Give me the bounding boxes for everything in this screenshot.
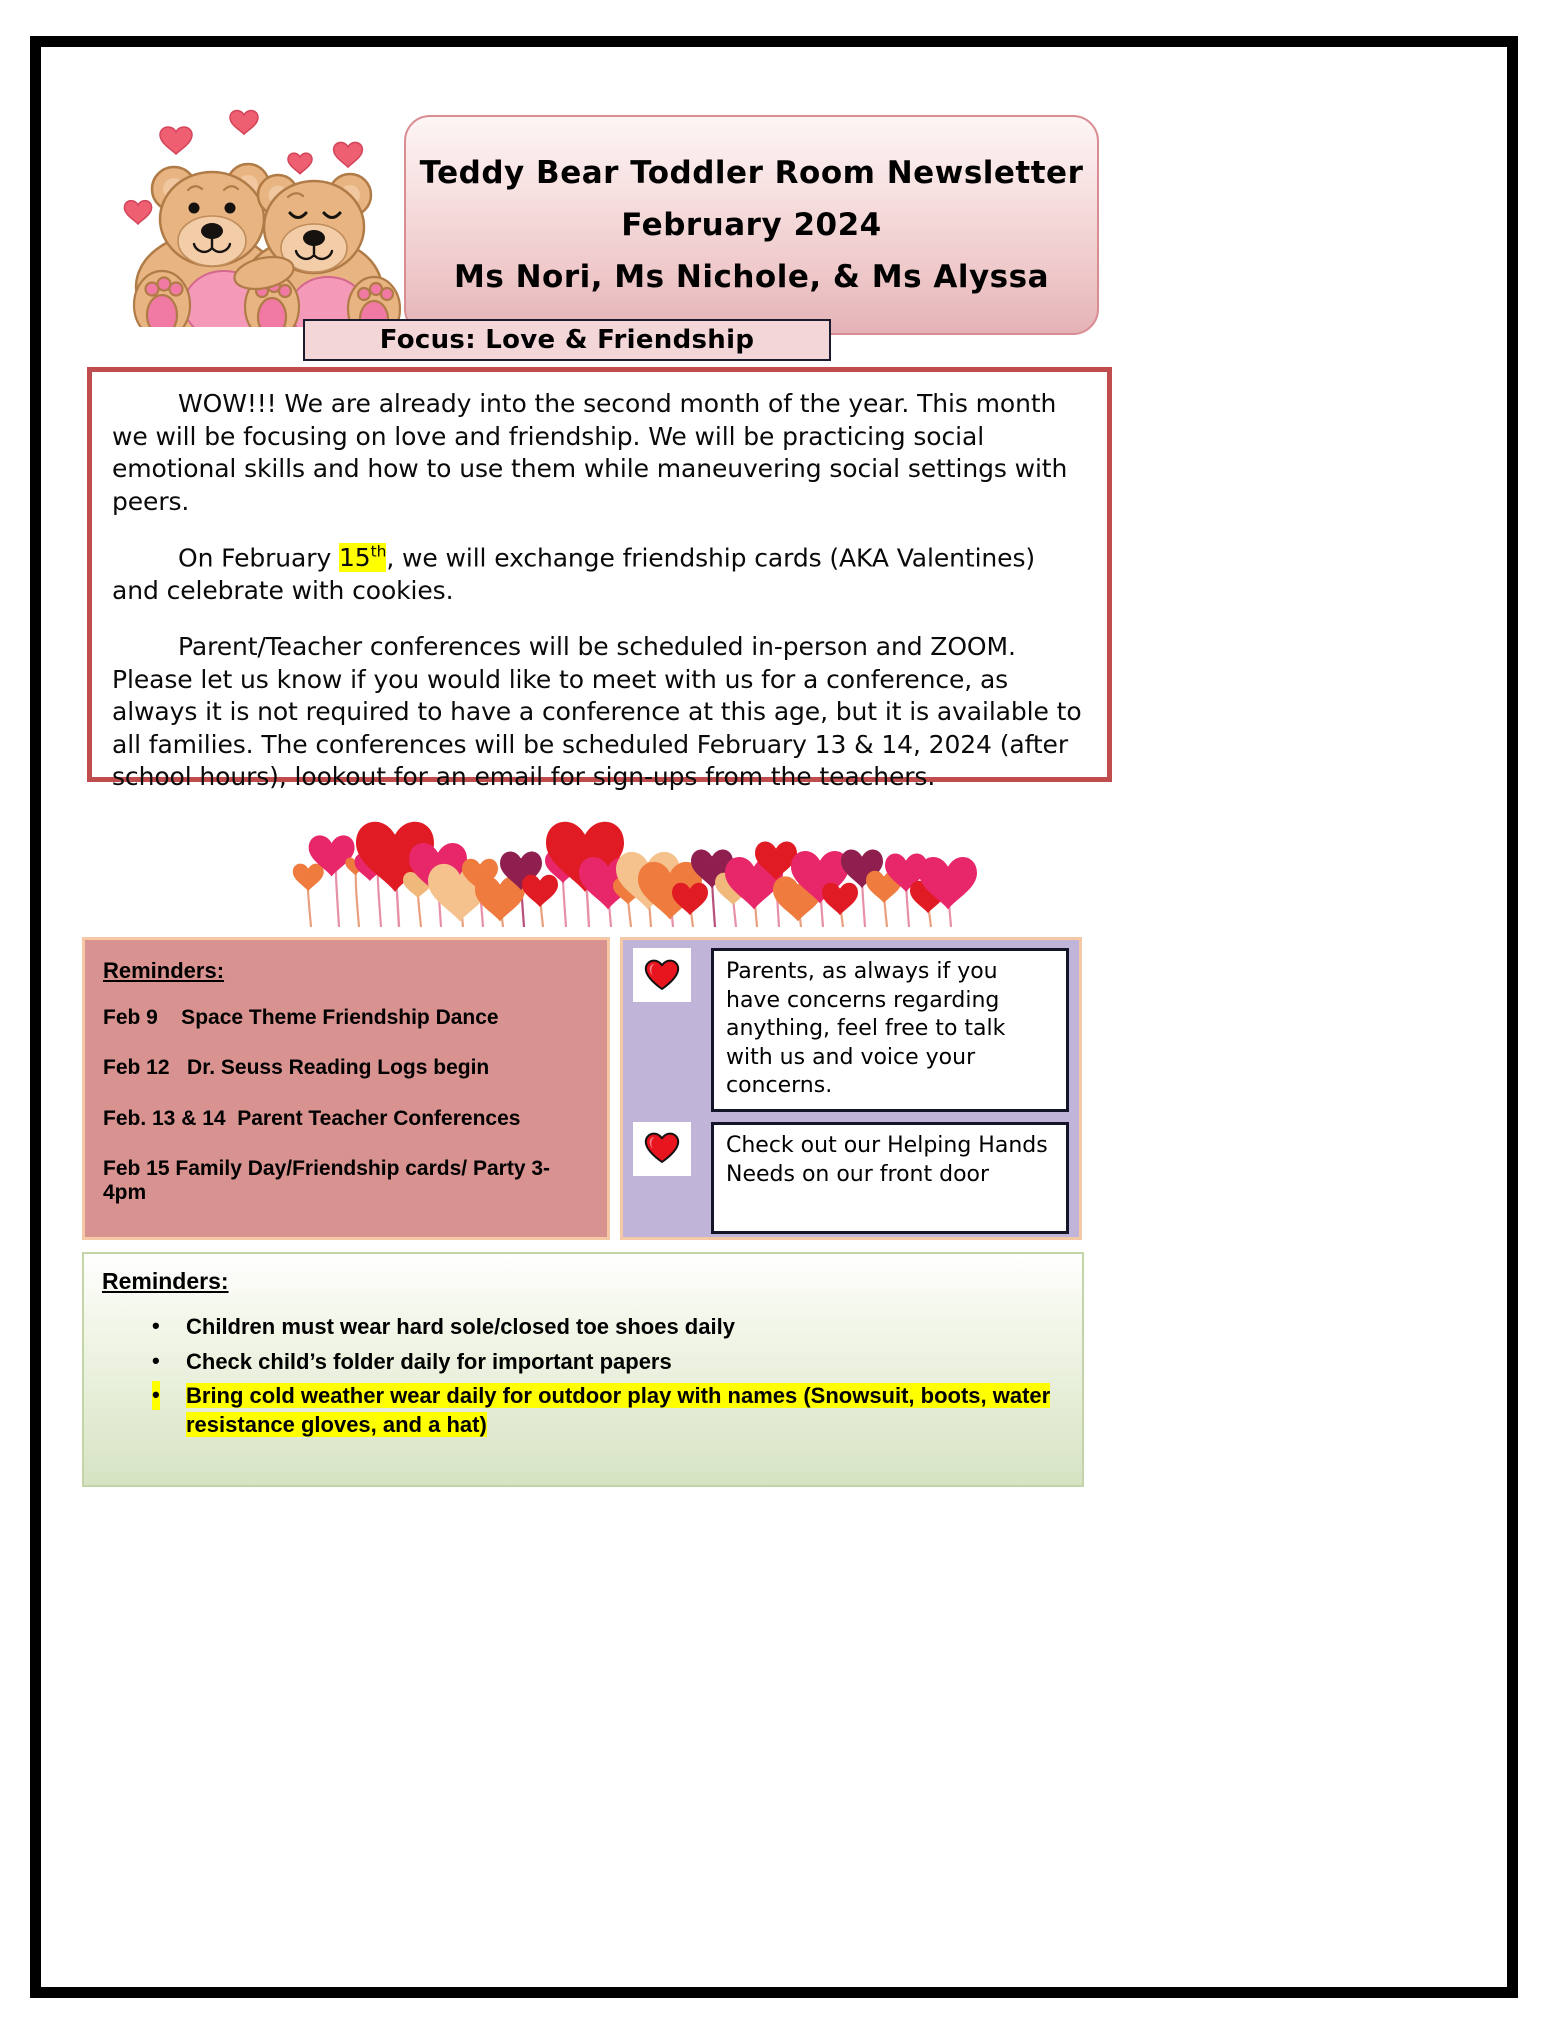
heart-icon [633, 1122, 691, 1176]
main-message-box [87, 367, 1112, 792]
reminder-date-item: Feb. 13 & 14 Parent Teacher Conferences [103, 1106, 521, 1130]
list-item-text: Check child’s folder daily for important papers [186, 1348, 672, 1374]
general-reminders-panel [82, 1252, 1084, 1487]
note-text: Parents, as always if you have concerns regarding anything, feel free to talk with us and voice your concerns. [726, 959, 1006, 1099]
teddy-bears-icon [96, 77, 416, 327]
focus-banner [303, 319, 831, 361]
highlighted-date-number: 15 [339, 543, 371, 573]
valentines-text-b: , we will exchange friendship cards (AKA Valentines) and celebrate with cookies. [112, 543, 1036, 605]
note-text: Check out our Helping Hands Needs on our front door [726, 1132, 1048, 1187]
list-item-highlighted [144, 1382, 1064, 1439]
newsletter-month: February 2024 [621, 207, 882, 243]
list-item [144, 1348, 1064, 1377]
note-row [633, 948, 1069, 1112]
newsletter-title: Teddy Bear Toddler Room Newsletter [419, 155, 1084, 191]
note-box [711, 1122, 1069, 1234]
middle-section [82, 937, 1082, 1240]
reminder-date-item: Feb 12 Dr. Seuss Reading Logs begin [103, 1056, 490, 1080]
list-item-text: Bring cold weather wear daily for outdoor play with names (Snowsuit, boots, water resistance gloves, and a hat) [186, 1383, 1051, 1437]
reminders-dates-panel [82, 937, 610, 1240]
header-section [41, 77, 1507, 337]
paragraph-valentines [112, 542, 1087, 607]
general-reminders-list [102, 1313, 1064, 1439]
reminders-dates-heading: Reminders: [103, 958, 225, 983]
note-box [711, 948, 1069, 1112]
newsletter-title-card [404, 115, 1099, 335]
list-item-text: Children must wear hard sole/closed toe shoes daily [186, 1314, 735, 1339]
valentines-text-a: On February [178, 543, 339, 573]
parent-notes-panel [620, 937, 1082, 1240]
newsletter-teachers: Ms Nori, Ms Nichole, & Ms Alyssa [453, 259, 1049, 295]
paragraph-conferences: Parent/Teacher conferences will be scheduled in-person and ZOOM. Please let us know if you would like to meet with us for a conference, as always it is not required to have a conference at this age, but it is available to all families. The conferences will be scheduled February 13 & 14, 2024 (after school hours), lookout for an email for sign-ups from the teachers. [112, 632, 1082, 792]
paragraph-intro: WOW!!! We are already into the second month of the year. This month we will be focusing on love and friendship. We will be practicing social emotional skills and how to use them while maneuvering social settings with peers. [112, 389, 1068, 516]
general-reminders-heading: Reminders: [102, 1268, 229, 1294]
heart-icon [633, 948, 691, 1002]
note-row [633, 1122, 1069, 1234]
heart-flowers-border [281, 807, 981, 927]
reminder-date-item: Feb 15 Family Day/Friendship cards/ Party 3-4pm [103, 1157, 550, 1205]
focus-label: Focus: Love & Friendship [379, 325, 755, 355]
reminder-date-item: Feb 9 Space Theme Friendship Dance [103, 1006, 499, 1029]
highlighted-date [339, 543, 386, 572]
highlighted-date-suffix: th [370, 543, 387, 561]
list-item [144, 1313, 1064, 1342]
